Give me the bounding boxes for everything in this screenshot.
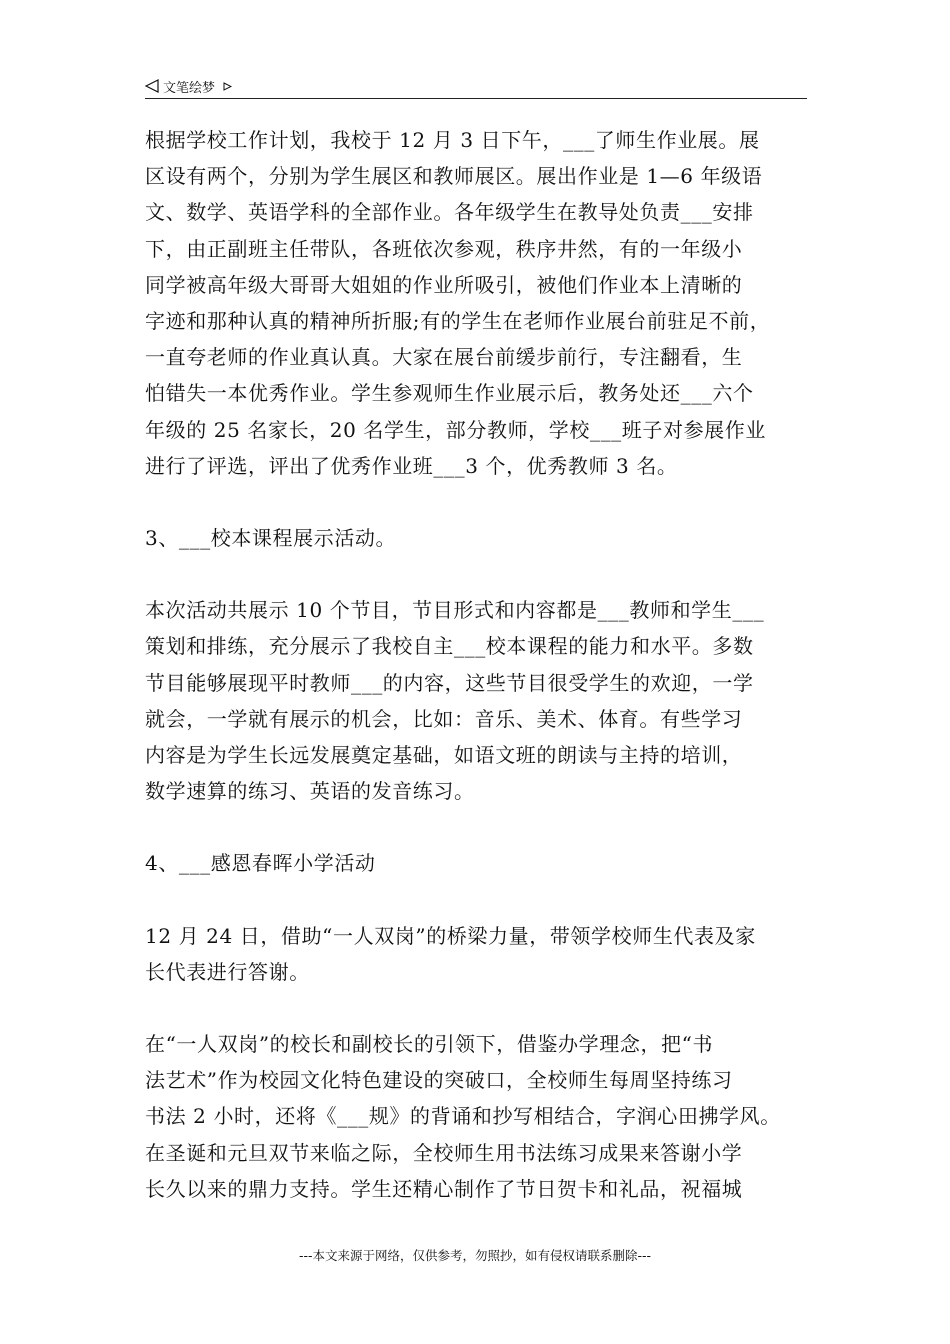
text-line: 年级的 25 名家长，20 名学生，部分教师，学校___班子对参展作业 <box>145 417 766 442</box>
section-heading-3: 3、___校本课程展示活动。 <box>145 526 397 551</box>
paragraph-date <box>145 918 825 990</box>
header-brand: 文笔绘梦 <box>163 80 216 96</box>
text-line: 长久以来的鼎力支持。学生还精心制作了节日贺卡和礼品，祝福城 <box>145 1176 743 1201</box>
text-line: 数学速算的练习、英语的发音练习。 <box>145 779 475 804</box>
text-line: 法艺术”作为校园文化特色建设的突破口，全校师生每周坚持练习 <box>145 1068 733 1093</box>
text-line: 一直夸老师的作业真认真。大家在展台前缓步前行，专注翻看，生 <box>145 345 743 370</box>
left-triangle-icon <box>145 79 159 93</box>
text-line: 文、数学、英语学科的全部作业。各年级学生在教导处负责___安排 <box>145 200 754 225</box>
text-line: 内容是为学生长远发展奠定基础，如语文班的朗读与主持的培训， <box>145 743 743 768</box>
paragraph-exhibition <box>145 122 825 484</box>
text-line: 在圣诞和元旦双节来临之际，全校师生用书法练习成果来答谢小学 <box>145 1140 743 1165</box>
text-line: 怕错失一本优秀作业。学生参观师生作业展示后，教务处还___六个 <box>145 381 754 406</box>
text-line: 12 月 24 日，借助“一人双岗”的桥梁力量，带领学校师生代表及家 <box>145 923 756 948</box>
text-line: 同学被高年级大哥哥大姐姐的作业所吸引，被他们作业本上清晰的 <box>145 272 743 297</box>
text-line: 根据学校工作计划，我校于 12 月 3 日下午，___了师生作业展。展 <box>145 128 760 152</box>
text-line: 策划和排练，充分展示了我校自主___校本课程的能力和水平。多数 <box>145 634 754 659</box>
text-line: 区设有两个，分别为学生展区和教师展区。展出作业是 1—6 年级语 <box>145 164 763 189</box>
right-triangle-icon <box>223 82 232 91</box>
text-line: 就会，一学就有展示的机会，比如：音乐、美术、体育。有些学习 <box>145 706 743 731</box>
page-header <box>145 74 807 99</box>
text-line: 节目能够展现平时教师___的内容，这些节目很受学生的欢迎，一学 <box>145 670 754 695</box>
paragraph-calligraphy <box>145 1026 825 1207</box>
section-heading-4: 4、___感恩春晖小学活动 <box>145 851 376 876</box>
text-line: 在“一人双岗”的校长和副校长的引领下，借鉴办学理念，把“书 <box>145 1032 714 1057</box>
text-line: 长代表进行答谢。 <box>145 959 310 984</box>
footer-notice: ---本文来源于网络，仅供参考，勿照抄，如有侵权请联系删除--- <box>298 1248 652 1263</box>
text-line: 书法 2 小时，还将《___规》的背诵和抄写相结合，字润心田拂学风。 <box>145 1104 781 1129</box>
text-line: 本次活动共展示 10 个节目，节目形式和内容都是___教师和学生___ <box>145 598 765 623</box>
text-line: 进行了评选，评出了优秀作业班___3 个，优秀教师 3 名。 <box>145 453 678 478</box>
document-body <box>145 122 825 1207</box>
text-line: 字迹和那种认真的精神所折服;有的学生在老师作业展台前驻足不前， <box>145 309 771 334</box>
paragraph-curriculum <box>145 592 825 809</box>
text-line: 下，由正副班主任带队，各班依次参观，秩序井然，有的一年级小 <box>145 236 743 261</box>
